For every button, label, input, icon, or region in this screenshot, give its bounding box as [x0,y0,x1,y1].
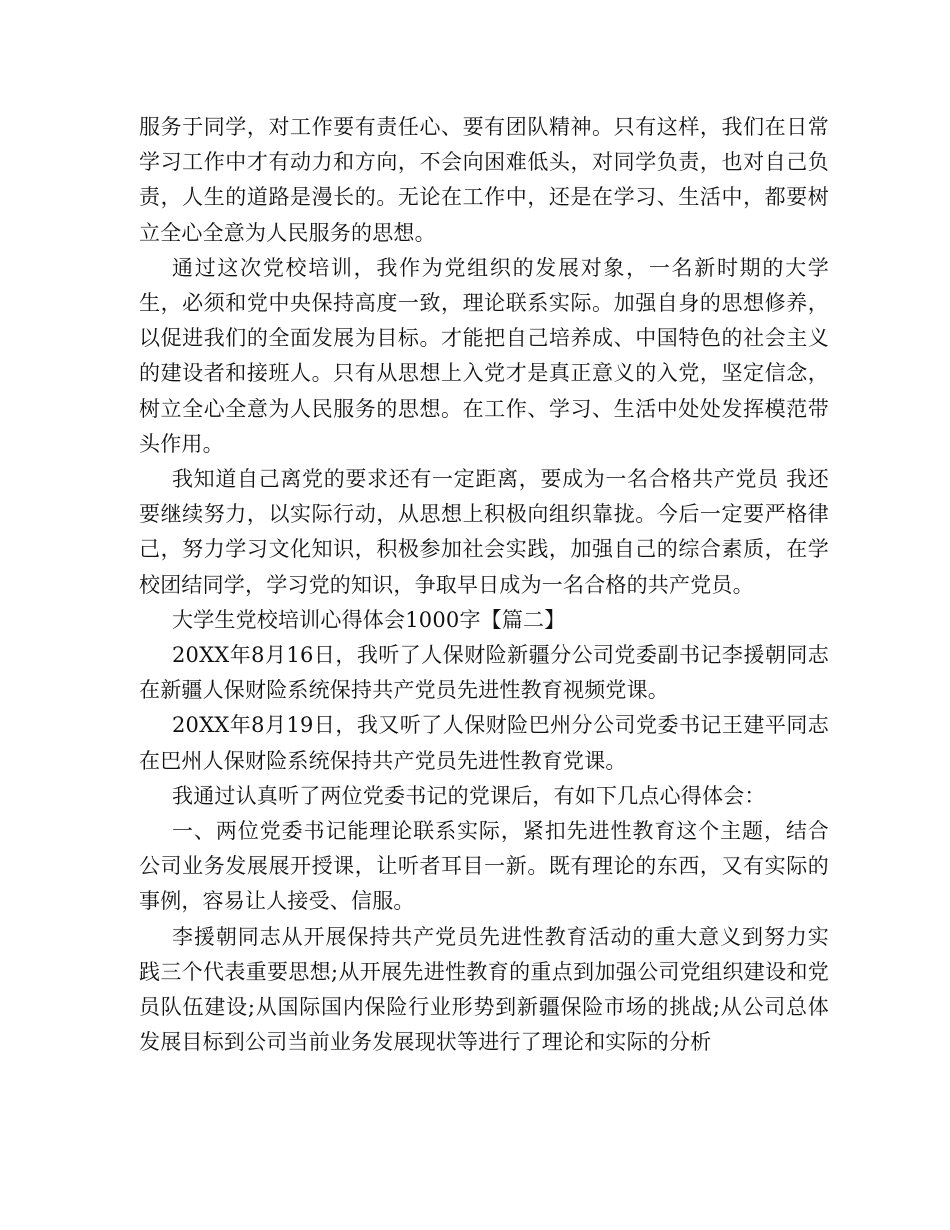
paragraph-point-one: 一、两位党委书记能理论联系实际，紧扣先进性教育这个主题，结合公司业务发展展开授课，让听者耳目一新。既有理论的东西，又有实际的事例，容易让人接受、信服。 [139,819,829,914]
paragraph-aug-16-lecture: 20XX年8月16日，我听了人保财险新疆分公司党委副书记李援朝同志在新疆人保财险系统保持共产党员先进性教育视频党课。 [139,643,829,703]
paragraph-reflections-intro: 我通过认真听了两位党委书记的党课后，有如下几点心得体会： [172,783,766,808]
paragraph-aug-19-lecture: 20XX年8月19日，我又听了人保财险巴州分公司党委书记王建平同志在巴州人保财险系统保持共产党员先进性教育党课。 [139,713,829,773]
paragraph-distance-from-party: 我知道自己离党的要求还有一定距离，要成为一名合格共产党员 我还要继续努力，以实际行动，从思想上积极向组织靠拢。今后一定要严格律己，努力学习文化知识，积极参加社会实践，加强自己的综合素质，在学校团结同学，学习党的知识，争取早日成为一名合格的共产党员。 [139,467,829,597]
document-body [139,110,829,1060]
paragraph-party-school-training: 通过这次党校培训，我作为党组织的发展对象，一名新时期的大学生，必须和党中央保持高度一致，理论联系实际。加强自身的思想修养，以促进我们的全面发展为目标。才能把自己培养成、中国特色的社会主义的建设者和接班人。只有从思想上入党才是真正意义的入党，坚定信念，树立全心全意为人民服务的思想。在工作、学习、生活中处处发挥模范带头作用。 [139,255,829,456]
paragraph-li-yuanchao-analysis: 李援朝同志从开展保持共产党员先进性教育活动的重大意义到努力实践三个代表重要思想;从开展先进性教育的重点到加强公司党组织建设和党员队伍建设;从国际国内保险行业形势到新疆保险市场的挑战;从公司总体发展目标到公司当前业务发展现状等进行了理论和实际的分析 [139,924,829,1055]
section-heading-part-two: 大学生党校培训心得体会1000字【篇二】 [172,607,566,632]
paragraph-service-to-classmates: 服务于同学，对工作要有责任心、要有团队精神。只有这样，我们在日常学习工作中才有动力和方向，不会向困难低头，对同学负责，也对自己负责，人生的道路是漫长的。无论在工作中，还是在学习、生活中，都要树立全心全意为人民服务的思想。 [139,115,829,245]
